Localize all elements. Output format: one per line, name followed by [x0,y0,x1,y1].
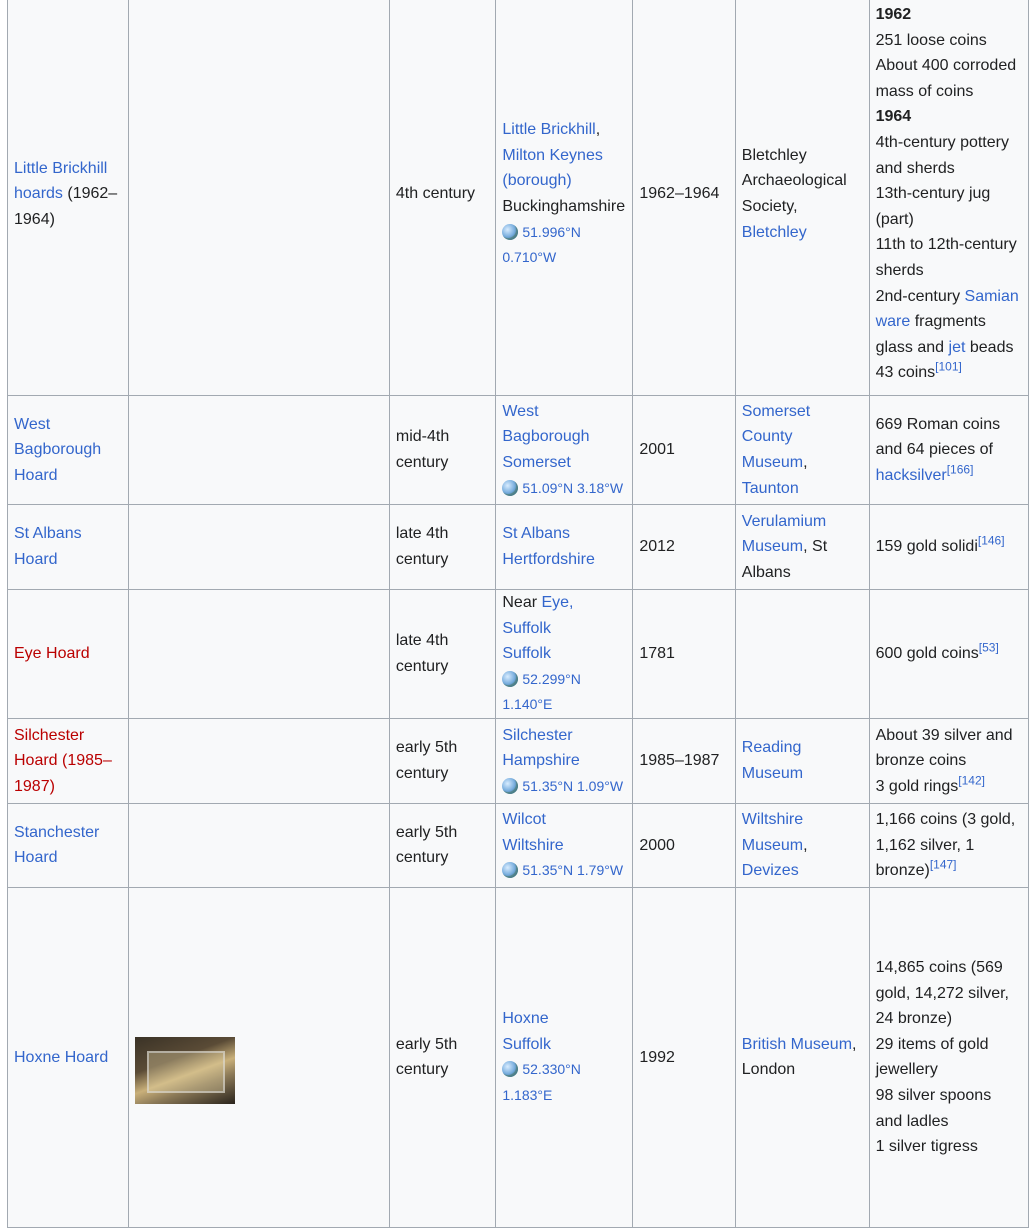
location-cell [735,887,869,1227]
coord-lon: 1.140°E [502,696,553,713]
place-cell [496,718,633,803]
place-link[interactable]: Wilcot [502,811,546,829]
table-row [8,0,1029,396]
hoard-name-link[interactable]: Hoxne Hoard [14,1048,109,1066]
county-link[interactable]: Somerset [502,454,571,471]
county-link[interactable]: Wiltshire [502,836,564,854]
place-link[interactable]: Silchester [502,726,573,744]
year-cell: 1781 [633,590,735,719]
contents-line: 14,865 coins (569 gold, 14,272 silver, 24 bronze) [875,959,1009,1028]
location-text: Bletchley Archaeological Society, [741,146,847,215]
image-cell [128,590,389,719]
coord-lat: 52.299°N [522,670,581,687]
place-cell [496,887,633,1227]
contents-cell [869,803,1028,887]
year-cell: 1985–1987 [633,718,735,803]
place-cell [496,590,633,719]
contents-line: beads [965,338,1014,356]
contents-line: About 39 silver and bronze coins [875,726,1013,770]
location-separator: , [803,454,808,471]
place-cell [496,396,633,505]
contents-cell [869,505,1028,590]
location-link[interactable]: Devizes [741,862,799,880]
contents-cell [869,0,1028,396]
contents-cell [869,718,1028,803]
name-cell [8,0,129,396]
contents-line: 2nd-century [875,287,965,305]
location-link[interactable]: British Museum [741,1035,853,1053]
samian-ware-link[interactable]: Samian ware [875,287,1019,331]
year-cell: 1962–1964 [633,0,735,396]
location-cell [735,505,869,590]
globe-icon [502,671,518,687]
contents-line: 669 Roman coins and 64 pieces of [875,415,1001,459]
place-cell [496,505,633,590]
contents-cell [869,396,1028,505]
coord-lat: 52.330°N [522,1061,581,1078]
image-cell [128,0,389,396]
coord-text: 51.35°N 1.09°W [522,777,624,794]
location-cell [735,396,869,505]
location-link[interactable]: Reading Museum [741,739,804,782]
reference-link[interactable]: [101] [935,360,962,375]
location-text: , St Albans [741,538,828,581]
county-link[interactable]: Hampshire [502,752,580,770]
coord-text: 51.35°N 1.79°W [522,862,624,879]
location-text: , London [741,1035,857,1079]
period-cell: early 5th century [389,803,495,887]
hoard-name-link[interactable]: Eye Hoard [14,645,90,663]
contents-line: fragments [910,313,986,331]
contents-heading: 1964 [875,108,912,126]
place-link[interactable]: West Bagborough [502,402,590,446]
name-cell [8,590,129,719]
contents-line: 600 gold coins [875,645,979,663]
contents-line: 3 gold rings [875,777,959,795]
county-link[interactable]: Hertfordshire [502,551,595,568]
image-cell [128,396,389,505]
place-separator: , [595,121,601,139]
location-cell [735,718,869,803]
place-cell [496,0,633,396]
period-cell: early 5th century [389,718,495,803]
place-cell [496,803,633,887]
coord-lon: 0.710°W [502,249,557,266]
hoards-table [7,0,1029,1228]
contents-line: 159 gold solidi [875,538,978,556]
hacksilver-link[interactable]: hacksilver [875,466,947,484]
coord-lon: 1.183°E [502,1087,553,1104]
county-text: Buckinghamshire [502,198,626,215]
reference-link[interactable]: [146] [977,533,1005,548]
name-cell [8,718,129,803]
contents-cell [869,887,1028,1227]
name-cell [8,505,129,590]
place-link[interactable]: Hoxne [502,1010,549,1028]
period-cell: mid-4th century [389,396,495,505]
coord-text: 51.09°N 3.18°W [522,479,624,496]
year-cell: 2012 [633,505,735,590]
coordinates-link[interactable] [502,862,623,878]
coordinates-link[interactable] [502,671,581,713]
contents-line: 11th to 12th-century sherds [875,236,1017,279]
period-cell: early 5th century [389,887,495,1227]
coordinates-link[interactable] [502,224,581,266]
reference-link[interactable]: [147] [929,857,957,872]
globe-icon [502,480,518,496]
county-link[interactable]: Suffolk [502,1035,551,1053]
contents-cell [869,590,1028,719]
contents-line: 251 loose coins [875,31,987,49]
year-cell: 2000 [633,803,735,887]
table-row [8,803,1029,887]
period-cell: late 4th century [389,505,495,590]
period-cell: 4th century [389,0,495,396]
location-link[interactable]: Taunton [741,479,799,497]
contents-line: 1 silver tigress [875,1138,978,1156]
place-link[interactable]: Milton Keynes (borough) [502,146,603,190]
globe-icon [502,862,518,878]
name-cell [8,887,129,1227]
period-cell: late 4th century [389,590,495,719]
contents-line: 1,166 coins (3 gold, 1,162 silver, 1 bronze) [875,811,1016,880]
image-cell [128,505,389,590]
coord-lat: 51.996°N [522,223,581,240]
hoard-name-link[interactable]: Silchester Hoard (1985–1987) [14,726,112,795]
location-link[interactable]: Verulamium Museum [741,512,827,556]
place-link[interactable]: St Albans [502,525,570,543]
hoard-name-link[interactable]: Stanchester Hoard [14,823,100,867]
image-cell [128,803,389,887]
contents-heading: 1962 [875,6,912,24]
coordinates-link[interactable] [502,778,623,794]
contents-line: About 400 corroded mass of coins [875,57,1017,100]
contents-line: 43 coins [875,364,936,382]
reference-link[interactable]: [142] [958,773,985,788]
location-link[interactable]: Wiltshire Museum [741,811,804,854]
reference-link[interactable]: [53] [978,640,999,655]
location-cell [735,590,869,719]
image-cell [128,718,389,803]
table-row [8,590,1029,719]
globe-icon [502,1061,518,1077]
location-cell [735,803,869,887]
image-cell [128,887,389,1227]
place-link[interactable]: Little Brickhill [502,121,596,139]
hoxne-hoard-thumbnail[interactable] [135,1037,235,1104]
coordinates-link[interactable] [502,1061,581,1103]
county-link[interactable]: Suffolk [502,645,551,663]
name-cell [8,803,129,887]
globe-icon [502,778,518,794]
year-cell: 2001 [633,396,735,505]
contents-line: 98 silver spoons and ladles [875,1087,992,1130]
location-link[interactable]: Somerset County Museum [741,402,811,471]
table-row [8,396,1029,505]
name-suffix: (1962–1964) [14,185,118,228]
contents-line: 13th-century jug (part) [875,185,991,228]
contents-line: 4th-century pottery and sherds [875,134,1009,177]
coordinates-link[interactable] [502,480,623,496]
place-prefix: Near [502,594,542,611]
year-cell: 1992 [633,887,735,1227]
jet-link[interactable]: jet [948,338,966,356]
name-cell [8,396,129,505]
reference-link[interactable]: [166] [946,462,974,477]
contents-line: glass and [875,338,949,356]
table-row [8,718,1029,803]
location-separator: , [803,836,808,854]
globe-icon [502,224,518,240]
contents-line: 29 items of gold jewellery [875,1035,989,1079]
table-row [8,505,1029,590]
table-row [8,887,1029,1227]
hoard-name-link[interactable]: Little Brickhill hoards [14,159,108,203]
location-cell [735,0,869,396]
hoard-name-link[interactable]: St Albans Hoard [14,525,82,568]
location-link[interactable]: Bletchley [741,223,807,241]
hoard-name-link[interactable]: West Bagborough Hoard [14,415,102,484]
place-link[interactable]: Eye, Suffolk [502,594,574,637]
